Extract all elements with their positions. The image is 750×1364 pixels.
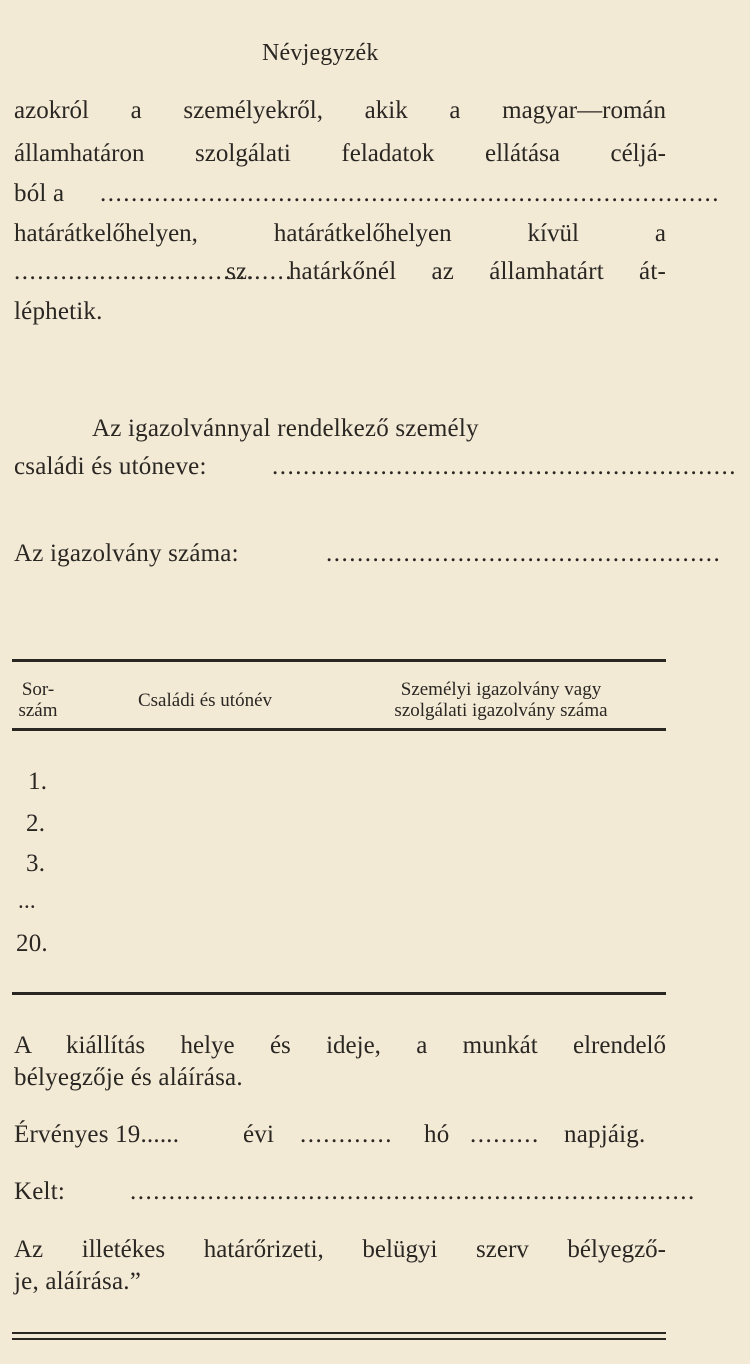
end-double-rule-bottom (12, 1338, 666, 1340)
holder-heading: Az igazolvánnyal rendelkező személy (92, 415, 479, 442)
row-number: 3. (26, 850, 46, 877)
authority-line-2: je, aláírása.” (14, 1268, 142, 1295)
header-id-number-line-2: szolgálati igazolvány száma (394, 700, 608, 721)
end-double-rule-top (12, 1332, 666, 1334)
intro-line-2: államhatáron szolgálati feladatok ellátása céljá- (14, 140, 666, 167)
dotted-fill-border-crossing: ................................................................................ (100, 180, 720, 207)
valid-dots-2: ......... (470, 1121, 540, 1148)
valid-evi: évi (243, 1121, 275, 1148)
intro-line-4: határátkelőhelyen, határátkelőhelyen kívül a (14, 220, 666, 247)
issue-line-1: A kiállítás helye és ideje, a munkát elrendelő (14, 1032, 666, 1059)
row-ellipsis: ... (18, 888, 36, 913)
header-id-number (336, 679, 666, 721)
dotted-fill-holder-name: ............................................................ (272, 453, 737, 480)
header-sorszam-line-1: Sor- (21, 679, 55, 700)
table-header-rule (12, 728, 666, 731)
intro-line-1: azokról a személyekről, akik a magyar—román (14, 97, 666, 124)
page-title: Névjegyzék (262, 40, 379, 66)
intro-line-3: ból a (14, 180, 65, 207)
intro-line-6: léphetik. (14, 298, 103, 325)
header-sorszam (8, 679, 68, 721)
header-name: Családi és utónév (137, 690, 273, 711)
dotted-fill-boundary-stone: .................................... (14, 258, 293, 285)
valid-dots-1: ............ (300, 1121, 393, 1148)
valid-ho: hó (424, 1121, 450, 1148)
kelt-label: Kelt: (14, 1178, 65, 1205)
authority-line-1: Az illetékes határőrizeti, belügyi szerv bélyegző- (14, 1236, 666, 1263)
table-bottom-rule (12, 992, 666, 995)
header-id-number-line-1: Személyi igazolvány vagy (400, 679, 602, 700)
row-number: 1. (28, 768, 48, 795)
issue-line-2: bélyegzője és aláírása. (14, 1064, 243, 1091)
header-sorszam-line-2: szám (18, 700, 58, 721)
id-number-label: Az igazolvány száma: (14, 540, 239, 567)
table-top-rule (12, 659, 666, 662)
row-number: 2. (26, 810, 46, 837)
row-number: 20. (16, 930, 48, 957)
valid-prefix: Érvényes 19...... (14, 1121, 180, 1148)
valid-suffix: napjáig. (564, 1121, 646, 1148)
dotted-fill-id-number: ................................................... (326, 540, 722, 567)
dotted-fill-kelt: ......................................................................... (130, 1178, 696, 1205)
holder-name-label: családi és utóneve: (14, 453, 207, 480)
intro-line-5: sz. határkőnél az államhatárt át- (226, 258, 666, 285)
